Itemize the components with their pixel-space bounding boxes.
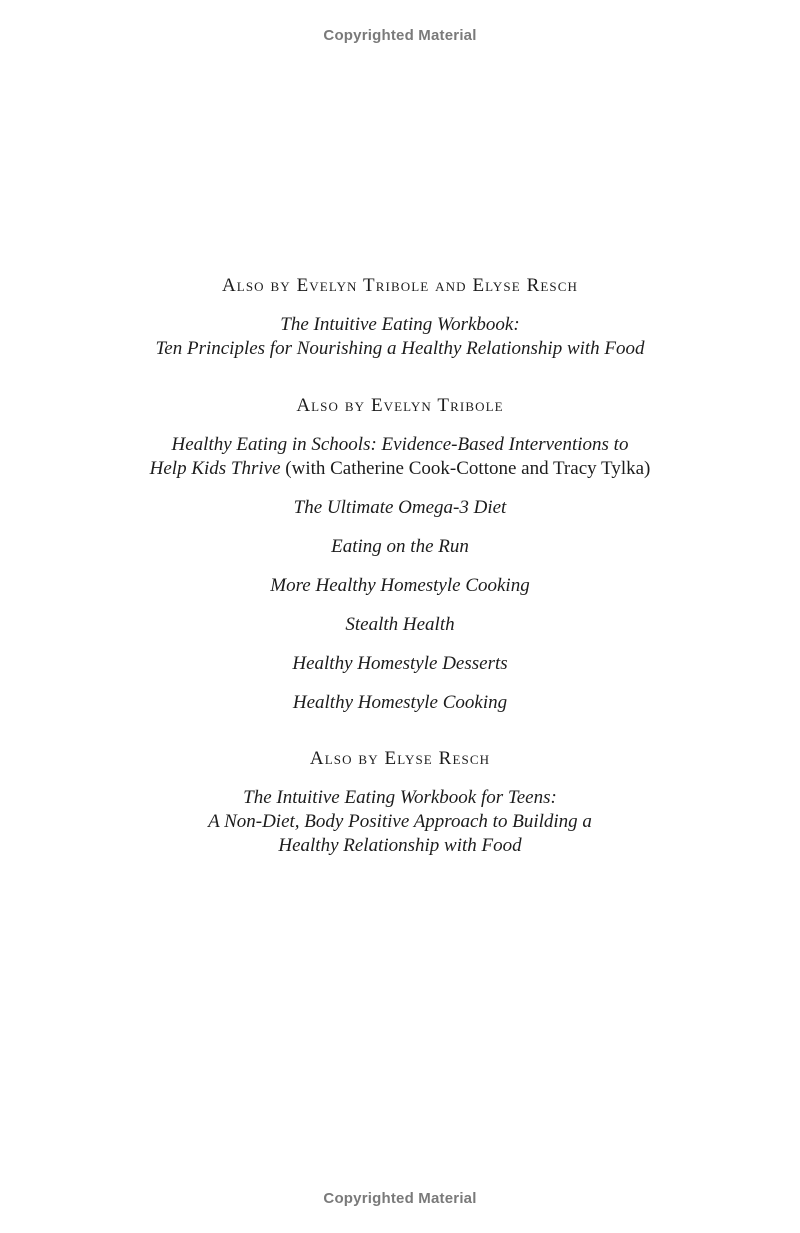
section-heading-elyse-resch: Also by Elyse Resch xyxy=(309,748,491,769)
book-title: The Ultimate Omega-3 Diet xyxy=(293,497,507,518)
book-title-line: Healthy Eating in Schools: Evidence-Based Interventions to xyxy=(171,434,629,455)
book-entry-stealth-health xyxy=(0,613,800,637)
copyright-watermark-bottom: Copyrighted Material xyxy=(323,1190,477,1207)
book-title-line: Help Kids Thrive xyxy=(149,458,281,479)
book-entry-intuitive-eating-workbook-for-teens xyxy=(0,786,800,858)
book-title: More Healthy Homestyle Cooking xyxy=(270,575,530,596)
book-title: Eating on the Run xyxy=(331,536,469,557)
book-entry-eating-on-the-run xyxy=(0,535,800,559)
coauthor-note: (with Catherine Cook-Cottone and Tracy Tylka) xyxy=(280,458,651,479)
section-heading-evelyn-tribole: Also by Evelyn Tribole xyxy=(296,395,504,416)
book-entry-healthy-homestyle-desserts xyxy=(0,652,800,676)
book-subtitle-line: A Non-Diet, Body Positive Approach to Building a xyxy=(208,811,592,832)
book-title: Healthy Homestyle Cooking xyxy=(292,692,508,713)
book-title-line: The Intuitive Eating Workbook: xyxy=(280,314,520,335)
book-entry-intuitive-eating-workbook xyxy=(0,313,800,361)
book-subtitle-line: Healthy Relationship with Food xyxy=(278,835,522,856)
book-entry-healthy-homestyle-cooking xyxy=(0,691,800,715)
book-title: Healthy Homestyle Desserts xyxy=(292,653,508,674)
section-heading-both-authors: Also by Evelyn Tribole and Elyse Resch xyxy=(221,275,579,296)
book-subtitle-line: Ten Principles for Nourishing a Healthy Relationship with Food xyxy=(155,338,645,359)
book-entry-ultimate-omega-3-diet xyxy=(0,496,800,520)
book-entry-more-healthy-homestyle-cooking xyxy=(0,574,800,598)
copyright-watermark-top: Copyrighted Material xyxy=(323,27,477,44)
book-title-line: The Intuitive Eating Workbook for Teens: xyxy=(243,787,557,808)
book-title: Stealth Health xyxy=(345,614,455,635)
also-by-page xyxy=(0,274,800,858)
book-entry-healthy-eating-in-schools xyxy=(0,433,800,481)
